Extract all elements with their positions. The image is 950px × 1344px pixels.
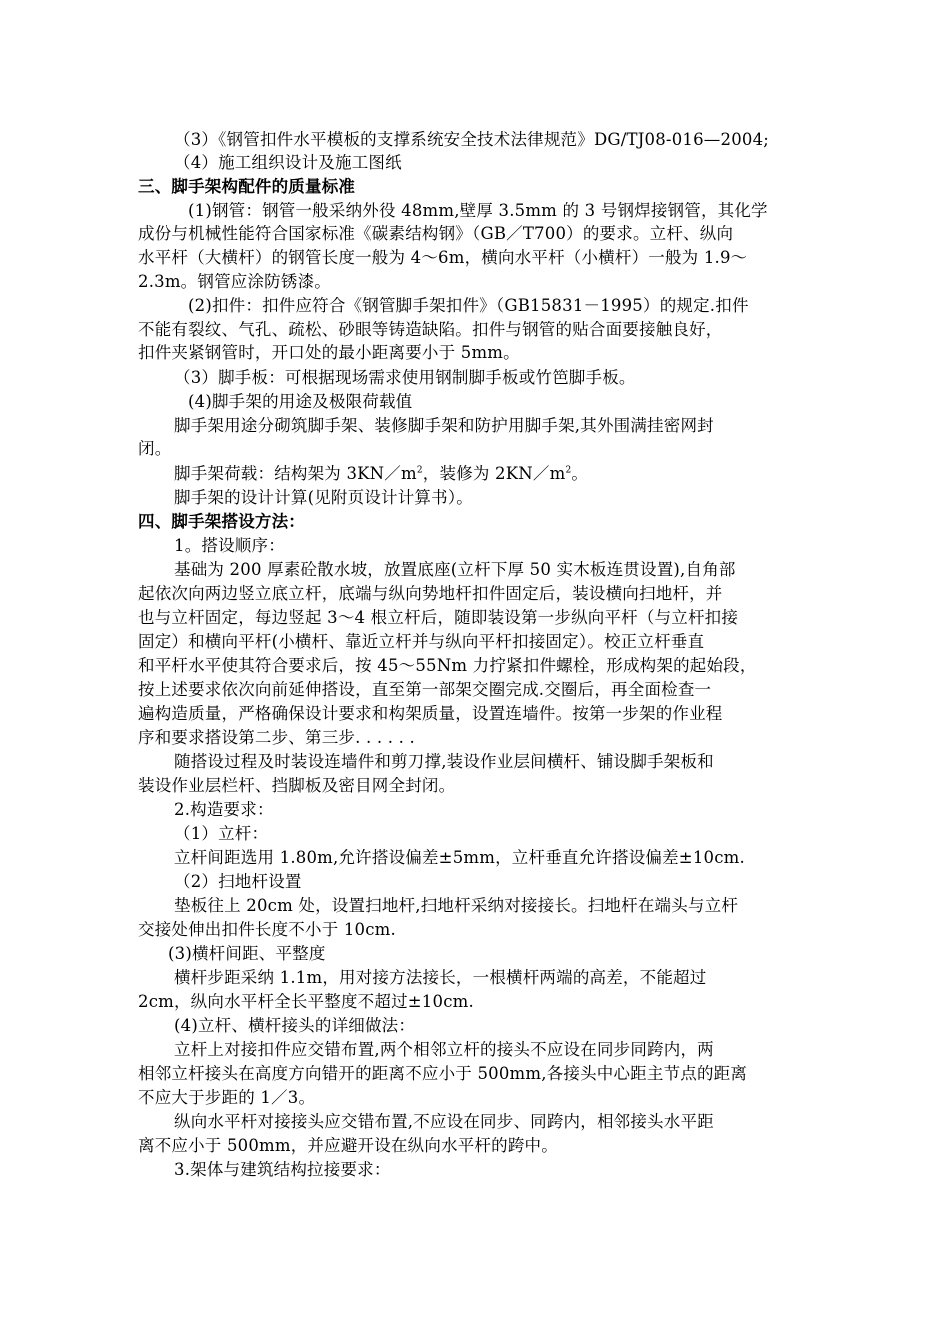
text-line: 脚手架的设计计算(见附页设计计算书）。 bbox=[174, 488, 473, 507]
text-line: 不应大于步距的 1／3。 bbox=[138, 1088, 316, 1107]
text-line: （1）立杆： bbox=[174, 824, 269, 843]
text-line: 遍构造质量，严格确保设计要求和构架质量，设置连墙件。按第一步架的作业程 bbox=[138, 704, 723, 723]
text-line: 相邻立杆接头在高度方向错开的距离不应小于 500mm,各接头中心距主节点的距离 bbox=[138, 1064, 748, 1083]
text-run: 脚手架荷载：结构架为 3KN／m bbox=[174, 464, 417, 483]
text-line: 成份与机械性能符合国家标准《碳素结构钢》（GB／T700）的要求。立杆、纵向 bbox=[138, 224, 734, 243]
text-line: (2)扣件：扣件应符合《钢管脚手架扣件》（GB15831－1995）的规定.扣件 bbox=[188, 296, 749, 315]
section-heading: 四、脚手架搭设方法： bbox=[138, 512, 305, 531]
text-line: 起依次向两边竖立底立杆，底端与纵向势地杆扣件固定后，装设横向扫地杆，并 bbox=[138, 584, 723, 603]
text-line: 3.架体与建筑结构拉接要求： bbox=[174, 1160, 391, 1179]
text-line: （4）施工组织设计及施工图纸 bbox=[174, 153, 402, 172]
text-line: 立杆上对接扣件应交错布置,两个相邻立杆的接头不应设在同步同跨内，两 bbox=[174, 1040, 714, 1059]
text-line: 水平杆（大横杆）的钢管长度一般为 4～6m，横向水平杆（小横杆）一般为 1.9～ bbox=[138, 248, 748, 267]
text-line: 2cm，纵向水平杆全长平整度不超过±10cm. bbox=[138, 992, 474, 1011]
text-line: (4)立杆、横杆接头的详细做法： bbox=[174, 1016, 416, 1035]
text-line: 装设作业层栏杆、挡脚板及密目网全封闭。 bbox=[138, 776, 456, 795]
text-line: 基础为 200 厚素砼散水坡，放置底座(立杆下厚 50 实木板连贯设置),自角部 bbox=[174, 560, 736, 579]
text-line: 和平杆水平使其符合要求后，按 45～55Nm 力拧紧扣件螺栓，形成构架的起始段， bbox=[138, 656, 757, 675]
text-line: 2.3m。钢管应涂防锈漆。 bbox=[138, 272, 331, 291]
section-heading: 三、脚手架构配件的质量标准 bbox=[138, 177, 356, 196]
text-line: （3）《钢管扣件水平模板的支撑系统安全技术法律规范》DG/TJ08-016—2004; bbox=[174, 130, 770, 149]
text-line: 也与立杆固定，每边竖起 3～4 根立杆后，随即装设第一步纵向平杆（与立杆扣接 bbox=[138, 608, 739, 627]
text-line: 按上述要求依次向前延伸搭设，直至第一部架交圈完成.交圈后，再全面检查一 bbox=[138, 680, 712, 699]
text-line: 固定）和横向平杆(小横杆、靠近立杆并与纵向平杆扣接固定）。校正立杆垂直 bbox=[138, 632, 705, 651]
text-line: 立杆间距选用 1.80m,允许搭设偏差±5mm，立杆垂直允许搭设偏差±10cm. bbox=[174, 848, 745, 867]
text-line: （3）脚手板：可根据现场需求使用钢制脚手板或竹笆脚手板。 bbox=[174, 368, 636, 387]
text-line: 垫板往上 20cm 处，设置扫地杆,扫地杆采纳对接接长。扫地杆在端头与立杆 bbox=[174, 896, 739, 915]
text-line: 离不应小于 500mm，并应避开设在纵向水平杆的跨中。 bbox=[138, 1136, 558, 1155]
superscript: 2 bbox=[416, 465, 423, 476]
text-line: 2.构造要求： bbox=[174, 800, 274, 819]
text-run: ，装修为 2KN／m bbox=[422, 464, 566, 483]
text-line: （2）扫地杆设置 bbox=[174, 872, 302, 891]
text-line: 纵向水平杆对接接头应交错布置,不应设在同步、同跨内，相邻接头水平距 bbox=[174, 1112, 714, 1131]
text-line: 闭。 bbox=[138, 439, 172, 458]
text-line: 不能有裂纹、气孔、疏松、砂眼等铸造缺陷。扣件与钢管的贴合面要接触良好， bbox=[138, 320, 723, 339]
text-line: 横杆步距采纳 1.1m，用对接方法接长，一根横杆两端的高差，不能超过 bbox=[174, 968, 707, 987]
text-line: 随搭设过程及时装设连墙件和剪刀撑,装设作业层间横杆、铺设脚手架板和 bbox=[174, 752, 714, 771]
text-run: 。 bbox=[571, 464, 589, 483]
text-line: 扣件夹紧钢管时，开口处的最小距离要小于 5mm。 bbox=[138, 343, 520, 362]
text-line: 序和要求搭设第二步、第三步. . . . . . bbox=[138, 728, 415, 747]
text-line: (4)脚手架的用途及极限荷载值 bbox=[188, 392, 413, 411]
superscript: 2 bbox=[565, 465, 572, 476]
text-line: (1)钢管：钢管一般采纳外役 48mm,壁厚 3.5mm 的 3 号钢焊接钢管，其化学 bbox=[188, 201, 768, 220]
text-line-load bbox=[174, 462, 864, 485]
text-line: 1。搭设顺序： bbox=[174, 536, 285, 555]
text-line: (3)横杆间距、平整度 bbox=[168, 944, 326, 963]
text-line: 交接处伸出扣件长度不小于 10cm. bbox=[138, 920, 396, 939]
text-line: 脚手架用途分砌筑脚手架、装修脚手架和防护用脚手架,其外围满挂密网封 bbox=[174, 416, 714, 435]
